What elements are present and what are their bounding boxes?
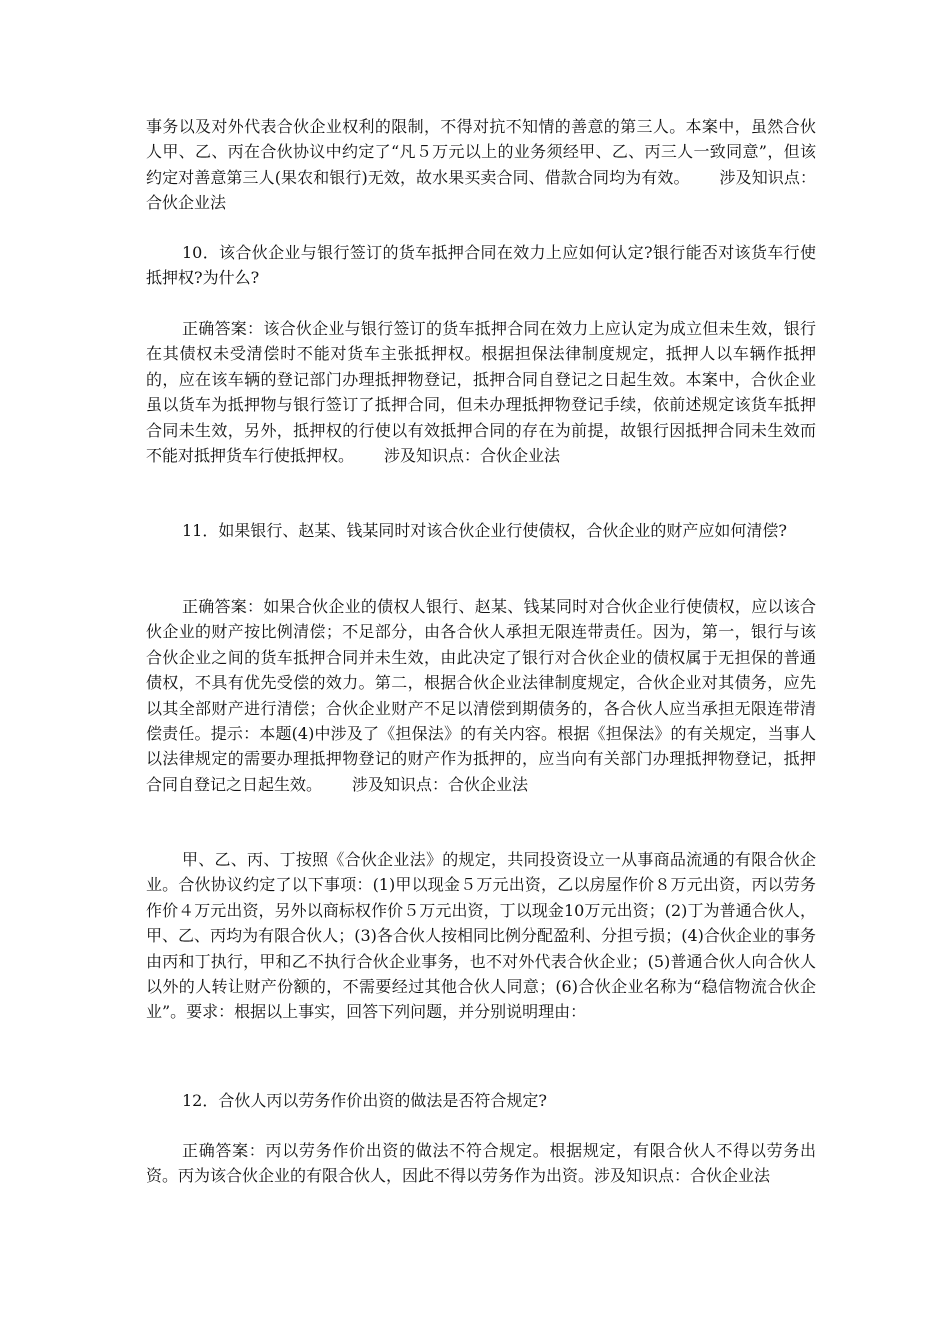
case-text: 甲、乙、丙、丁按照《合伙企业法》的规定，共同投资设立一从事商品流通的有限合伙企业。合伙协议约定了以下事项：(1)甲以现金５万元出资，乙以房屋作价８万元出资，丙以劳务作价４万元出资，另外以商标权作价５万元出资，丁以现金10万元出资；(2)丁为普通合伙人，甲、乙、丙均为有限合伙人；(3)各合伙人按相同比例分配盈利、分担亏损；(4)合伙企业的事务由丙和丁执行，甲和乙不执行合伙企业事务，也不对外代表合伙企业；(5)普通合伙人向合伙人以外的人转让财产份额的，不需要经过其他合伙人同意；(6)合伙企业名称为“稳信物流合伙企业”。要求：根据以上事实，回答下列问题，并分别说明理由：	[146, 850, 816, 1022]
knowledge-point: 涉及知识点：合伙企业法	[352, 774, 529, 794]
question-12	[146, 1088, 816, 1113]
question-10	[146, 240, 816, 291]
answer-11	[146, 594, 816, 797]
paragraph-continuation	[146, 114, 816, 216]
paragraph-text: 事务以及对外代表合伙企业权利的限制，不得对抗不知情的善意的第三人。本案中，虽然合伙人甲、乙、丙在合伙协议中约定了“凡５万元以上的业务须经甲、乙、丙三人一致同意”，但该约定对善意第三人(果农和银行)无效，故水果买卖合同、借款合同均为有效。	[146, 117, 816, 187]
answer-text: 正确答案：该合伙企业与银行签订的货车抵押合同在效力上应认定为成立但未生效，银行在其债权未受清偿时不能对货车主张抵押权。根据担保法律制度规定，抵押人以车辆作抵押的，应在该车辆的登记部门办理抵押物登记，抵押合同自登记之日起生效。本案中，合伙企业虽以货车为抵押物与银行签订了抵押合同，但未办理抵押物登记手续，依前述规定该货车抵押合同未生效，另外，抵押权的行使以有效抵押合同的存在为前提，故银行因抵押合同未生效而不能对抵押货车行使抵押权。	[146, 319, 816, 466]
question-text: 10．该合伙企业与银行签订的货车抵押合同在效力上应如何认定?银行能否对该货车行使抵押权?为什么?	[146, 243, 816, 288]
answer-12	[146, 1138, 816, 1189]
question-text: 11．如果银行、赵某、钱某同时对该合伙企业行使债权，合伙企业的财产应如何清偿?	[182, 521, 787, 540]
knowledge-point: 涉及知识点：合伙企业法	[384, 446, 561, 466]
question-text: 12．合伙人丙以劳务作价出资的做法是否符合规定?	[182, 1091, 547, 1110]
question-11	[146, 518, 816, 543]
knowledge-point: 涉及知识点：合伙企业法	[146, 167, 816, 213]
answer-10	[146, 316, 816, 468]
answer-text: 正确答案：丙以劳务作价出资的做法不符合规定。根据规定，有限合伙人不得以劳务出资。丙为该合伙企业的有限合伙人，因此不得以劳务作为出资。涉及知识点：合伙企业法	[146, 1141, 816, 1186]
answer-text: 正确答案：如果合伙企业的债权人银行、赵某、钱某同时对合伙企业行使债权，应以该合伙企业的财产按比例清偿；不足部分，由各合伙人承担无限连带责任。因为，第一，银行与该合伙企业之间的货车抵押合同并未生效，由此决定了银行对合伙企业的债权属于无担保的普通债权，不具有优先受偿的效力。第二，根据合伙企业法律制度规定，合伙企业对其债务，应先以其全部财产进行清偿；合伙企业财产不足以清偿到期债务的，各合伙人应当承担无限连带清偿责任。提示：本题(4)中涉及了《担保法》的有关内容。根据《担保法》的有关规定，当事人以法律规定的需要办理抵押物登记的财产作为抵押的，应当向有关部门办理抵押物登记，抵押合同自登记之日起生效。	[146, 597, 816, 794]
case-description	[146, 847, 816, 1025]
